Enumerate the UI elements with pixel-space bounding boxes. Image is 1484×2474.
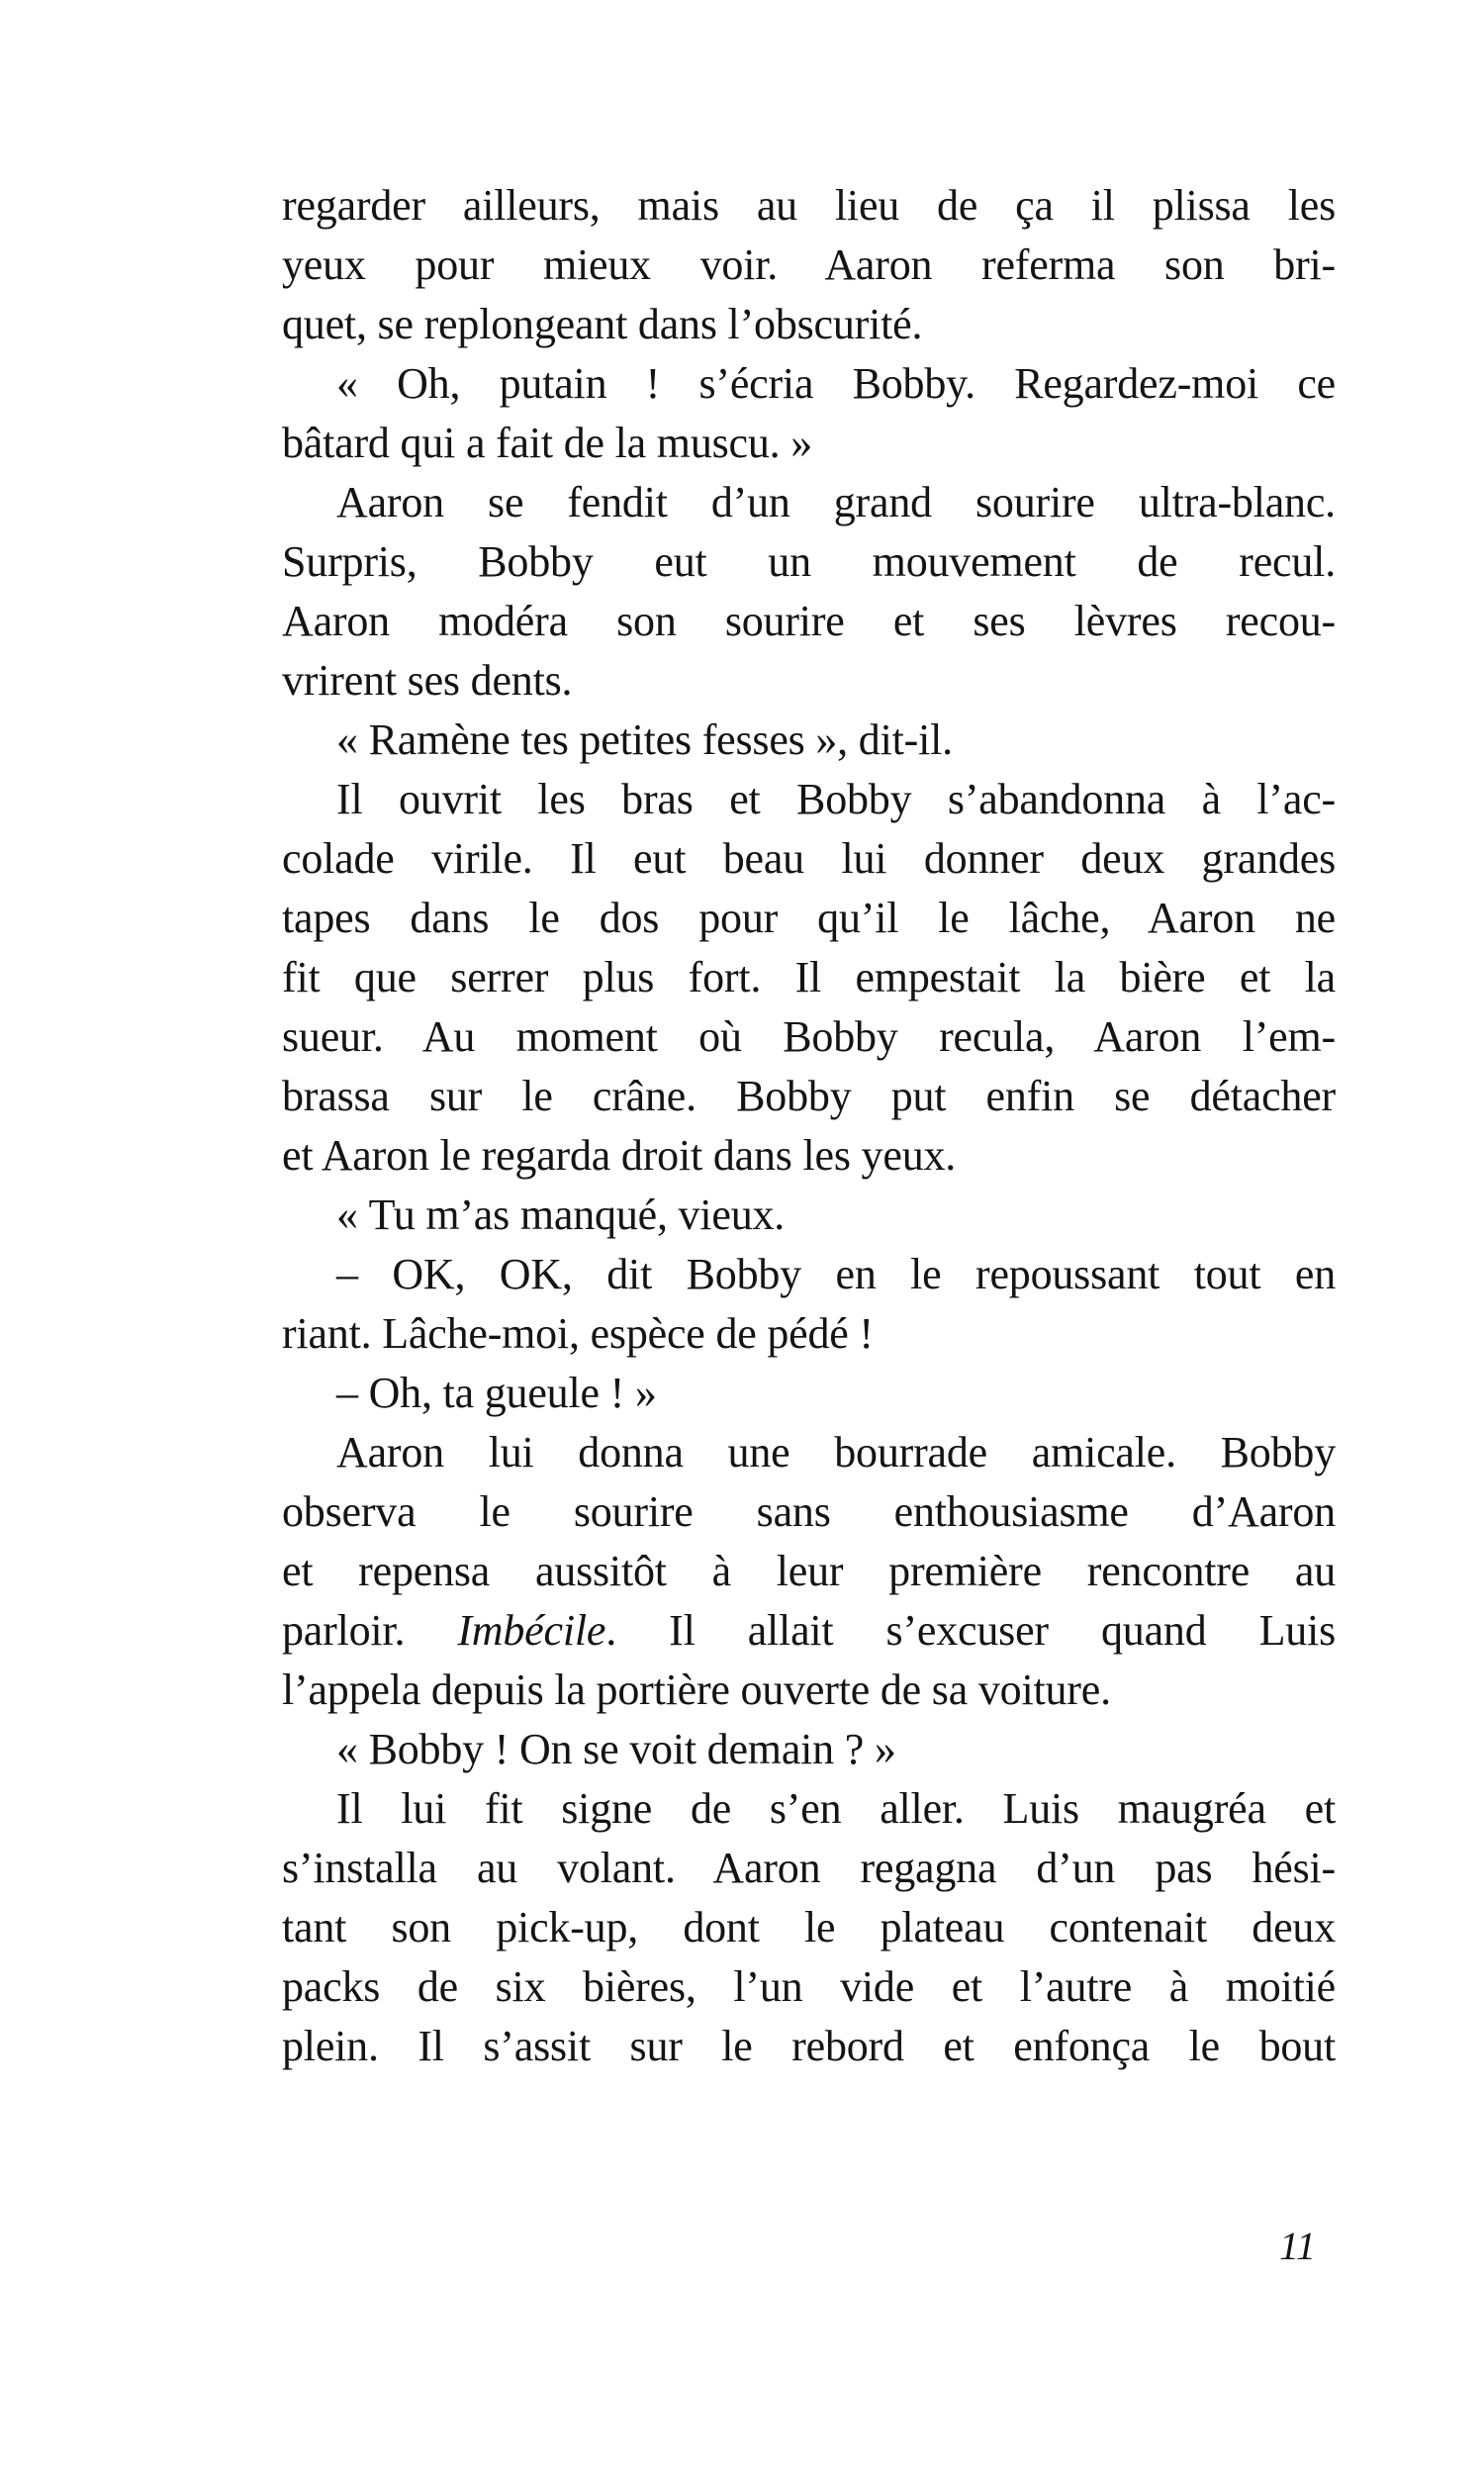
text-line (282, 414, 1336, 473)
text-line (282, 1601, 1336, 1661)
text-segment: Surpris, Bobby eut un mouvement de recul. (282, 537, 1336, 586)
text-line (282, 473, 1336, 532)
text-segment: sueur. Au moment où Bobby recula, Aaron l’em- (282, 1012, 1336, 1061)
text-segment: plein. Il s’assit sur le rebord et enfonça le bout (282, 2022, 1336, 2070)
text-line (282, 1245, 1336, 1304)
text-line (282, 651, 1336, 711)
body-text (282, 176, 1336, 2076)
text-line (282, 1661, 1336, 1720)
text-line (282, 1364, 1336, 1423)
text-line (282, 1779, 1336, 1839)
text-line (282, 770, 1336, 829)
text-line (282, 1186, 1336, 1245)
text-segment: s’installa au volant. Aaron regagna d’un pas hési- (282, 1844, 1336, 1892)
text-segment: « Ramène tes petites fesses », dit-il. (336, 715, 953, 764)
text-line (282, 532, 1336, 592)
text-line (282, 1542, 1336, 1601)
text-line (282, 711, 1336, 770)
text-segment: . Il allait s’excuser quand Luis (605, 1606, 1336, 1655)
text-segment: colade virile. Il eut beau lui donner deux grandes (282, 834, 1336, 883)
text-line (282, 1304, 1336, 1364)
text-line (282, 1839, 1336, 1898)
text-segment: Aaron modéra son sourire et ses lèvres recou- (282, 597, 1336, 645)
text-segment: « Oh, putain ! s’écria Bobby. Regardez-moi ce (336, 359, 1336, 408)
text-line (282, 889, 1336, 948)
text-segment: et repensa aussitôt à leur première rencontre au (282, 1547, 1336, 1595)
text-segment: Il ouvrit les bras et Bobby s’abandonna à l’ac- (336, 775, 1336, 823)
text-segment: packs de six bières, l’un vide et l’autre à moitié (282, 1962, 1336, 2011)
text-line (282, 1067, 1336, 1126)
text-segment: fit que serrer plus fort. Il empestait la bière et la (282, 953, 1336, 1001)
text-segment: tant son pick-up, dont le plateau contenait deux (282, 1903, 1336, 1951)
text-segment: quet, se replongeant dans l’obscurité. (282, 300, 923, 348)
text-segment: brassa sur le crâne. Bobby put enfin se détacher (282, 1072, 1336, 1120)
text-line (282, 948, 1336, 1007)
text-segment: – Oh, ta gueule ! » (336, 1369, 657, 1417)
text-segment: l’appela depuis la portière ouverte de sa voiture. (282, 1665, 1111, 1714)
text-segment: regarder ailleurs, mais au lieu de ça il plissa les (282, 181, 1336, 230)
page-number: 11 (1278, 2224, 1316, 2268)
text-line (282, 1482, 1336, 1542)
text-segment: parloir. (282, 1606, 458, 1655)
italic-text: Imbécile (457, 1606, 606, 1655)
text-segment: et Aaron le regarda droit dans les yeux. (282, 1131, 957, 1180)
text-segment: « Bobby ! On se voit demain ? » (336, 1725, 896, 1773)
text-segment: observa le sourire sans enthousiasme d’Aaron (282, 1487, 1336, 1536)
text-segment: bâtard qui a fait de la muscu. » (282, 419, 813, 467)
text-segment: yeux pour mieux voir. Aaron referma son bri- (282, 240, 1336, 289)
text-segment: Aaron se fendit d’un grand sourire ultra-blanc. (336, 478, 1336, 526)
text-segment: Aaron lui donna une bourrade amicale. Bobby (336, 1428, 1336, 1476)
text-line (282, 592, 1336, 651)
text-segment: riant. Lâche-moi, espèce de pédé ! (282, 1309, 874, 1358)
text-segment: vrirent ses dents. (282, 656, 573, 705)
text-line (282, 1007, 1336, 1067)
text-segment: – OK, OK, dit Bobby en le repoussant tout en (336, 1250, 1336, 1298)
text-segment: « Tu m’as manqué, vieux. (336, 1190, 786, 1239)
text-segment: tapes dans le dos pour qu’il le lâche, Aaron ne (282, 894, 1336, 942)
text-line (282, 1126, 1336, 1186)
text-line (282, 295, 1336, 354)
text-segment: Il lui fit signe de s’en aller. Luis maugréa et (336, 1784, 1336, 1833)
text-line (282, 176, 1336, 236)
text-line (282, 2017, 1336, 2076)
text-line (282, 1898, 1336, 1957)
text-line (282, 1720, 1336, 1779)
text-line (282, 1423, 1336, 1482)
text-line (282, 236, 1336, 295)
text-line (282, 829, 1336, 889)
text-line (282, 1957, 1336, 2017)
text-line (282, 354, 1336, 414)
